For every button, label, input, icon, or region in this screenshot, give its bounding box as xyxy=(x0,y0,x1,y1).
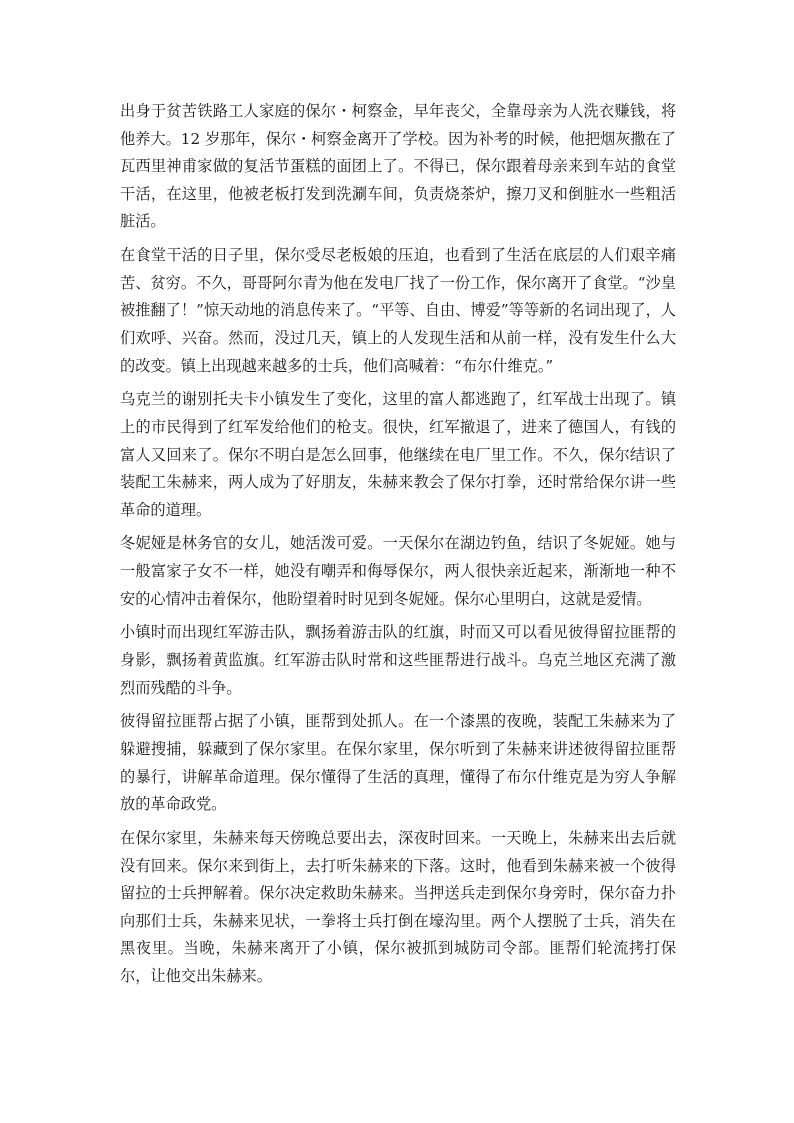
paragraph-3: 乌克兰的谢别托夫卡小镇发生了变化，这里的富人都逃跑了，红军战士出现了。镇上的市民得到了红军发给他们的枪支。很快，红军撤退了，进来了德国人，有钱的富人又回来了。保尔不明白是怎么回事，他继续在电厂里工作。不久，保尔结识了装配工朱赫来，两人成为了好朋友，朱赫来教会了保尔打拳，还时常给保尔讲一些革命的道理。 xyxy=(120,390,676,519)
document-body xyxy=(120,98,676,997)
paragraph-2: 在食堂干活的日子里，保尔受尽老板娘的压迫，也看到了生活在底层的人们艰辛痛苦、贫穷。不久，哥哥阿尔青为他在发电厂找了一份工作，保尔离开了食堂。“沙皇被推翻了！”惊天动地的消息传来了。“平等、自由、博爱”等等新的名词出现了，人们欢呼、兴奋。然而，没过几天，镇上的人发现生活和从前一样，没有发生什么大的改变。镇上出现越来越多的士兵，他们高喊着：“布尔什维克。” xyxy=(120,246,676,375)
paragraph-1: 出身于贫苦铁路工人家庭的保尔・柯察金，早年丧父，全靠母亲为人洗衣赚钱，将他养大。12 岁那年，保尔・柯察金离开了学校。因为补考的时候，他把烟灰撒在了瓦西里神甫家做的复活节蛋糕的面团上了。不得已，保尔跟着母亲来到车站的食堂干活，在这里，他被老板打发到洗涮车间，负责烧茶炉，擦刀叉和倒脏水一些粗活脏活。 xyxy=(120,102,676,231)
paragraph-4: 冬妮娅是林务官的女儿，她活泼可爱。一天保尔在湖边钓鱼，结识了冬妮娅。她与一般富家子女不一样，她没有嘲弄和侮辱保尔，两人很快亲近起来，渐渐地一种不安的心情冲击着保尔，他盼望着时时见到冬妮娅。保尔心里明白，这就是爱情。 xyxy=(120,534,676,608)
paragraph-5: 小镇时而出现红军游击队，飘扬着游击队的红旗，时而又可以看见彼得留拉匪帮的身影，飘扬着黄监旗。红军游击队时常和这些匪帮进行战斗。乌克兰地区充满了激烈而残酷的斗争。 xyxy=(120,623,676,697)
paragraph-6: 彼得留拉匪帮占据了小镇，匪帮到处抓人。在一个漆黑的夜晚，装配工朱赫来为了躲避搜捕，躲藏到了保尔家里。在保尔家里，保尔听到了朱赫来讲述彼得留拉匪帮的暴行，讲解革命道理。保尔懂得了生活的真理，懂得了布尔什维克是为穷人争解放的革命政党。 xyxy=(120,712,676,814)
paragraph-7: 在保尔家里，朱赫来每天傍晚总要出去，深夜时回来。一天晚上，朱赫来出去后就没有回来。保尔来到街上，去打听朱赫来的下落。这时，他看到朱赫来被一个彼得留拉的士兵押解着。保尔决定救助朱赫来。当押送兵走到保尔身旁时，保尔奋力扑向那们士兵，朱赫来见状，一拳将士兵打倒在壕沟里。两个人摆脱了士兵，消失在黑夜里。当晚，朱赫来离开了小镇，保尔被抓到城防司令部。匪帮们轮流拷打保尔，让他交出朱赫来。 xyxy=(120,828,676,985)
